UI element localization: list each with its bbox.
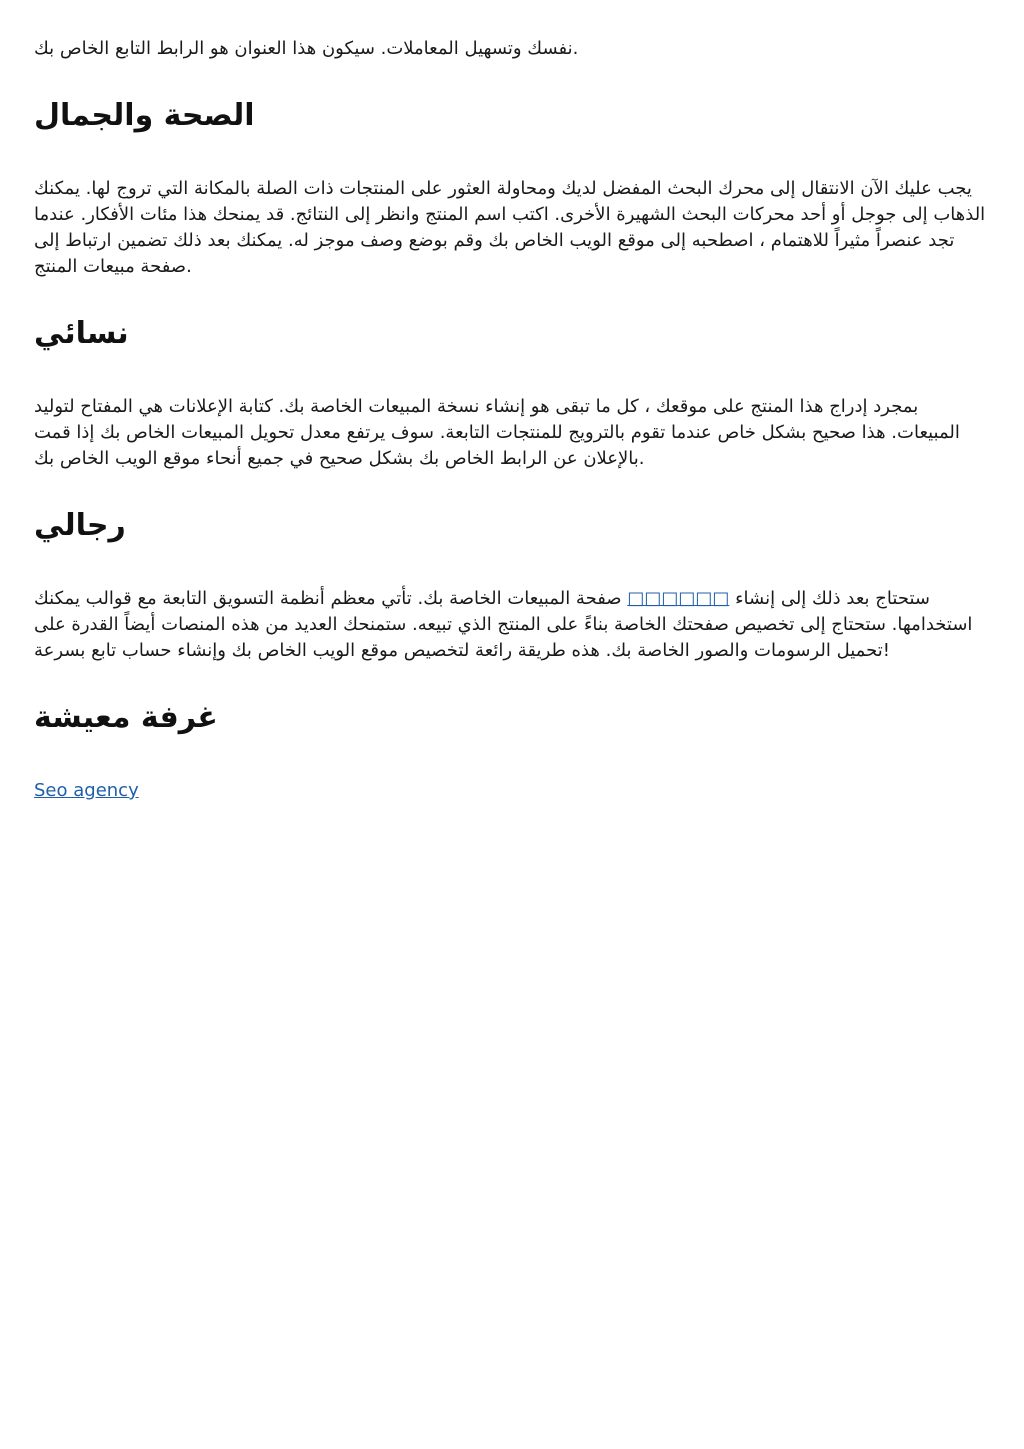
intro-paragraph: نفسك وتسهيل المعاملات. سيكون هذا العنوان هو الرابط التابع الخاص بك. <box>34 38 579 59</box>
men-body-text-end: صفحة المبيعات الخاصة بك. تأتي معظم أنظمة التسويق التابعة مع قوالب يمكنك استخدامها. ستحتاج إلى تخصيص صفحتك الخاصة بناءً على المنتج الذي تبيعه. ستمنحك العديد من هذه المنصات أيضاً القدرة على تحميل الرسومات والصور الخاصة بك. هذه طريقة رائعة لتخصيص موقع الويب الخاص بك وإنشاء حساب تابع بسرعة! <box>34 588 973 661</box>
section-body-health-beauty: يجب عليك الآن الانتقال إلى محرك البحث المفضل لديك ومحاولة العثور على المنتجات ذات الصلة بالمكانة التي تروج لها. يمكنك الذهاب إلى جوجل أو أحد محركات البحث الشهيرة الأخرى. اكتب اسم المنتج وانظر إلى النتائج. قد يمنحك هذا مئات الأفكار. عندما تجد عنصراً مثيراً للاهتمام ، اصطحبه إلى موقع الويب الخاص بك وقم بوضع وصف موجز له. يمكنك بعد ذلك تضمين ارتباط إلى صفحة مبيعات المنتج. <box>34 178 986 277</box>
section-heading-men: رجالي <box>34 508 126 543</box>
section-body-women: بمجرد إدراج هذا المنتج على موقعك ، كل ما تبقى هو إنشاء نسخة المبيعات الخاصة بك. كتابة الإعلانات هي المفتاح لتوليد المبيعات. هذا صحيح بشكل خاص عندما تقوم بالترويج للمنتجات التابعة. سوف يرتفع معدل تحويل المبيعات الخاص بك إذا قمت بالإعلان عن الرابط الخاص بك بشكل صحيح في جميع أنحاء موقع الويب الخاص بك. <box>34 396 960 469</box>
section-heading-health-beauty: الصحة والجمال <box>34 98 255 133</box>
section-body-living-room <box>34 778 990 804</box>
document-page <box>34 36 990 804</box>
section-heading-women: نسائي <box>34 316 129 351</box>
section-body-men <box>34 586 990 664</box>
men-body-text-start: ستحتاج بعد ذلك إلى إنشاء <box>729 588 930 609</box>
seo-agency-link[interactable]: Seo agency <box>34 780 139 801</box>
inline-link[interactable]: □□□□□□ <box>627 588 730 609</box>
section-heading-living-room: غرفة معيشة <box>34 700 218 735</box>
